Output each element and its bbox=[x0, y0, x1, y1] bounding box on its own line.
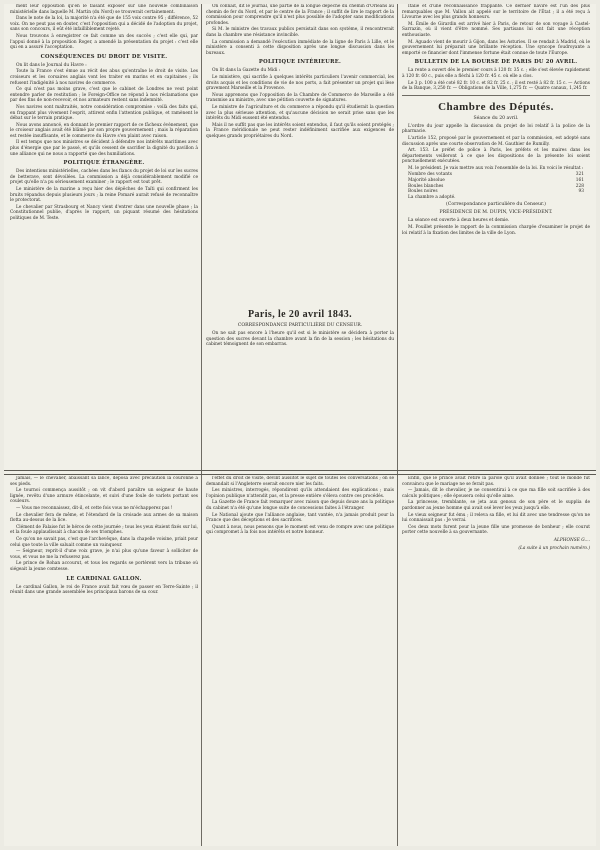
newspaper-page bbox=[4, 4, 596, 846]
paragraph: Des intentions ministérielles, cachées dans les flancs du projet de loi sur les sucres de betterave, sont dévoilées. La commission a déjà considérablement modifié ce projet qu'elle n'a pu sérieusement examiner ; le rapport est tout prêt. bbox=[10, 169, 198, 186]
paragraph: La séance est ouverte à deux heures et demie. bbox=[408, 218, 510, 224]
presidency-heading: PRÉSIDENCE DE M. DUPIN, VICE-PRÉSIDENT. bbox=[439, 210, 553, 216]
paragraph: Si M. le ministre des travaux publics persistait dans son système, il rencontrerait dans la chambre une résistance invincible. bbox=[206, 27, 394, 38]
continued-note: (La suite à un prochain numéro.) bbox=[518, 545, 590, 551]
paragraph: Ce qui n'est pas moins grave, c'est que le cabinet de Londres ne veut point entendre parler de restitution ; le Foreign-Office ne répond à nos réclamations que par des fins de non-recevoir, et nos armateurs restent sans indemnité. bbox=[10, 87, 198, 104]
paragraph: Le chevalier fera de même, et l'étendard de la croisade aux armes de sa maison flotta au-dessus de la lice. bbox=[10, 512, 198, 524]
paragraph: M. Pouillet présente le rapport de la commission chargée d'examiner le projet de loi relatif à la fixation des limites de la ville de Lyon. bbox=[402, 225, 590, 236]
column-middle-top bbox=[206, 4, 394, 304]
paragraph: Italie et d'une reconnaissance frappante. Ce dernier navire est l'un des plus remarquables que M. Vallon ait appelé sur le territoire de l'État ; il a été reçu à Livourne avec les plus grands honneurs. bbox=[402, 4, 590, 21]
paragraph: Ce qu'on ne savait pas, c'est que l'archevêque, dans la chapelle voisine, priait pour celui que toute la ville saluait comme un vainqueur. bbox=[10, 536, 198, 548]
paragraph: On connaît, dit le journal, une partie de la longue dépêche du chemin d'Orléans au chemin de fer du Nord, et par le centre de la France ; il suffit de lire le rapport de la commission pour comprendre qu'il n'est plus possible de l'adopter sans modifications profondes. bbox=[206, 4, 394, 26]
paragraph: Jamais, — le chevalier, abaissant sa lance, déposa avec précaution la couronne à ses pieds. bbox=[10, 476, 198, 487]
feuilleton-middle bbox=[206, 476, 394, 846]
vote-label: Nombre des votants bbox=[408, 172, 453, 178]
feuilleton-divider bbox=[4, 470, 596, 475]
paragraph: Quant à nous, nous pensons que le moment est venu de rompre avec une politique qui compromet à la fois nos intérêts et notre honneur. bbox=[206, 524, 394, 536]
vote-value: 93 bbox=[578, 189, 584, 195]
paragraph: Les ministres, interrogés, répondirent qu'ils attendaient des explications ; mais l'opinion publique n'attendit pas, et la presse entière s'éleva contre ces procédés. bbox=[206, 488, 394, 499]
paragraph: Nous apprenons que l'opposition de la Chambre de Commerce de Marseille a été transmise au ministre, avec une pétition couverte de signatures. bbox=[206, 92, 394, 104]
paragraph: — Seigneur, reprit-il d'une voix grave, je n'ai plus qu'une faveur à solliciter de vous, et vous ne me la refuserez pas. bbox=[10, 549, 198, 560]
paragraph: Clément de Falaise fut le héros de cette journée ; tous les yeux étaient fixés sur lui, et la foule applaudissait à chacun de ses triomphes. bbox=[10, 524, 198, 536]
source-line: (Correspondance particulière du Censeur.) bbox=[446, 202, 546, 208]
paragraph: L'article 152, proposé par le gouvernement et par la commission, est adopté sans discussion après une courte observation de M. Gauthier de Rumilly. bbox=[402, 135, 590, 147]
feuilleton-right bbox=[402, 476, 590, 846]
paragraph: Ces deux mots furent pour la jeune fille une promesse de bonheur ; elle courut porter cette nouvelle à sa gouvernante. bbox=[402, 524, 590, 536]
column-rule bbox=[201, 4, 202, 846]
section-heading: POLITIQUE INTÉRIEURE. bbox=[258, 59, 342, 66]
author-signature: ALPHONSE G.... bbox=[553, 537, 590, 543]
vote-label: Boules blanches bbox=[408, 183, 444, 189]
paragraph: On ne sait pas encore à l'heure qu'il est si le ministère se décidera à porter la question des sucres devant la chambre avant la fin de la session ; les hésitations du cabinet témoignent de son embarras. bbox=[206, 331, 394, 348]
paragraph: L'ordre du jour appelle la discussion du projet de loi relatif à la police de la pharmacie. bbox=[402, 123, 590, 135]
paragraph: Le cardinal Gallon, le roi de France avait fait vœu de passer en Terre-Sainte ; il réunit dans une grande assemblée les principaux barons de sa cour. bbox=[10, 584, 198, 596]
paragraph: Mais il ne suffit pas que les intérêts soient entendus, il faut qu'ils soient protégés ; la France méridionale ne peut rester indéfiniment sacrifiée aux exigences de quelques grands propriétaires du Nord. bbox=[206, 122, 394, 139]
section-heading: CONSÉQUENCES DU DROIT DE VISITE. bbox=[40, 53, 168, 60]
paragraph: La princesse, tremblante, se jeta aux genoux de son père et le supplia de pardonner au jeune homme qui avait osé lever les yeux jusqu'à elle. bbox=[402, 500, 590, 511]
paragraph: Nous avons annoncé, en donnant le premier rapport de ce fâcheux évènement, que le croiseur anglais avait été blâmé par son propre gouvernement ; mais la réparation est restée insuffisante, et le commerce du Havre s'en plaint avec raison. bbox=[10, 122, 198, 139]
paragraph: M. Émile de Girardin est arrivé hier à Paris, de retour de son voyage à Castel-Sarrazin, où il vient d'être nommé. Ses partisans lui ont fait une réception enthousiaste. bbox=[402, 21, 590, 38]
paragraph: On lit dans le Journal du Havre : bbox=[16, 62, 87, 68]
vote-value: 321 bbox=[575, 172, 584, 178]
paragraph: Nous trouvons à enregistrer ce fait comme un des succès ; c'est elle qui, par l'appui donné à la proposition Roger, a amendé la présentation du projet : c'est elle qui en a assuré l'acceptation. bbox=[10, 33, 198, 51]
paragraph: La commission a demandé l'exécution immédiate de la ligne de Paris à Lille, et le ministère a consenti à cette disposition après une longue discussion dans les bureaux. bbox=[206, 39, 394, 56]
paragraph: Toute la France s'est émue au récit des abus qu'entraîne le droit de visite. Les croiseurs et les corsaires anglais vont les traiter en marins et en capitaines ; ils refusent l'indigénité à nos navires de commerce. bbox=[10, 69, 198, 86]
column-rule bbox=[397, 4, 398, 846]
chambre-date: Séance du 20 avril. bbox=[473, 115, 519, 121]
paragraph: M. Aguado vient de mourir à Gijon, dans les Asturies. Il se rendait à Madrid, où le gouvernement lui préparait une brillante réception. Une syncope foudroyante a emporté ce financier dont l'immense fortune était connue de toute l'Europe. bbox=[402, 39, 590, 56]
chambre-title: Chambre des Députés. bbox=[438, 100, 554, 113]
paragraph: Le chevalier par Strasbourg et Nancy vient d'entrer dans une nouvelle phase ; la Constitutionnel publie, d'après le rapport, un piquant résumé des hésitations politiques de M. Teste. bbox=[10, 204, 198, 221]
paragraph: Le tournoi commença aussitôt ; on vit d'abord paraître un seigneur de haute lignée, revêtu d'une armure étincelante, et suivi d'une foule de varlets portant ses couleurs. bbox=[10, 488, 198, 505]
paragraph: La Gazette de France fait remarquer avec raison que depuis douze ans la politique du cabinet n'a été qu'une longue suite de concessions faites à l'étranger. bbox=[206, 500, 394, 511]
vote-value: 161 bbox=[575, 178, 584, 184]
paragraph: Enfin, que le prince avait retiré la parole qu'il avait donnée ; tout le monde fut convaincu que le mariage ne se ferait pas. bbox=[402, 476, 590, 487]
paragraph: l'effet du droit de visite, devint aussitôt le sujet de toutes les conversations ; on se demandait si l'Angleterre oserait encore nier les faits. bbox=[206, 476, 394, 487]
paragraph: Le prince de Rohan accourut, et tous les regards se portèrent vers la tribune où siégeait la jeune comtesse. bbox=[10, 561, 198, 572]
paragraph: Nos navires sont maltraités, notre considération compromise : voilà des faits qui, en frappant plus vivement l'esprit, attirent enfin l'attention publique, et ramènent le débat sur le terrain pratique. bbox=[10, 104, 198, 122]
paragraph: ment leur opposition qu'en le faisant exposer sur une nouvelle combinaison ministérielle dans laquelle M. Martin (du Nord) se trouverait certainement. bbox=[10, 4, 198, 15]
vote-label: Majorité absolue bbox=[408, 178, 445, 184]
paragraph: Le 3 p. 100 a été coté 82 fr. 10 c. et 82 fr. 25 c. ; il est resté à 82 fr. 15 c. — Actions de la Banque, 3,250 fr. — Obligations de la Ville, 1,275 fr. — Quatre canaux, 1,245 fr. bbox=[402, 80, 590, 92]
vote-value: 228 bbox=[575, 183, 584, 189]
paragraph: M. le président. Je vais mettre aux voix l'ensemble de la loi. En voici le résultat : bbox=[408, 165, 584, 171]
paragraph: La rente a ouvert dès le premier cours à 120 fr. 35 c. ; elle s'est élevée rapidement à 120 fr. 60 c., puis elle a fléchi à 120 fr. 45 c. où elle a clos. bbox=[402, 68, 590, 79]
section-heading: LE CARDINAL GALLON. bbox=[66, 575, 142, 582]
paragraph: La chambre a adopté. bbox=[408, 194, 456, 200]
paragraph: Le National ajoute que l'alliance anglaise, tant vantée, n'a jamais produit pour la France que des déceptions et des sacrifices. bbox=[206, 512, 394, 524]
paragraph: Le ministère de la marine a reçu hier des dépêches de Taïti qui confirment les bruits répandus depuis plusieurs jours ; la reine Pomaré aurait refusé de reconnaître le protectorat. bbox=[10, 187, 198, 204]
paragraph: Le ministre de l'agriculture et du commerce a répondu qu'il étudierait la question avec la plus sérieuse attention, et qu'aucune décision ne serait prise sans que les intérêts du Midi eussent été entendus. bbox=[206, 104, 394, 122]
subheading: CORRESPONDANCE PARTICULIÈRE DU CENSEUR. bbox=[237, 323, 363, 328]
paragraph: On lit dans la Gazette du Midi : bbox=[212, 68, 281, 74]
paragraph: — Vous me reconnaissez, dit-il, et cette fois vous ne m'échapperez pas ! bbox=[16, 505, 173, 511]
paragraph: Dans le note de la loi, la majorité n'a été que de 155 voix contre 95 ; différence, 52 voix. On ne peut pas en douter, c'est l'opposition qui a décidé de l'adoption du projet, sans son concours, il eût été infailliblement rejeté. bbox=[10, 16, 198, 33]
divider bbox=[402, 95, 590, 96]
feuilleton-left bbox=[10, 476, 198, 846]
paragraph: Art. 153. Le préfet de police à Paris, les préfets et les maires dans les départements veilleront à ce que les dispositions de la présente loi soient ponctuellement exécutées. bbox=[402, 148, 590, 165]
section-heading: POLITIQUE ÉTRANGÈRE. bbox=[63, 160, 145, 167]
paragraph: Il est temps que nos ministres se décident à défendre nos intérêts maritimes avec plus d'énergie que par le passé, et qu'ils cessent de sacrifier la dignité du pavillon à une alliance qui ne nous a rapporté que des humiliations. bbox=[10, 140, 198, 157]
dateline: Paris, le 20 avril 1843. bbox=[247, 309, 353, 320]
paragraph: Le vieux seigneur fut ému ; il releva sa fille, et lui dit avec une tendresse qu'on ne lui connaissait pas : Je verrai. bbox=[402, 512, 590, 524]
section-heading: BULLETIN DE LA BOURSE DE PARIS DU 20 AVRIL. bbox=[414, 59, 578, 66]
dateline-block bbox=[206, 304, 394, 474]
paragraph: — Jamais, dit le chevalier, je ne consentirai à ce que ma fille soit sacrifiée à des calculs politiques ; elle épousera celui qu'elle aime. bbox=[402, 488, 590, 499]
paragraph: Le ministère, qui sacrifie à quelques intérêts particuliers l'avenir commercial, les droits acquis et les conditions de vie de nos ports, a fait présenter un projet qui lèse gravement Marseille et la Provence. bbox=[206, 74, 394, 92]
vote-label: Boules noires bbox=[408, 189, 438, 195]
